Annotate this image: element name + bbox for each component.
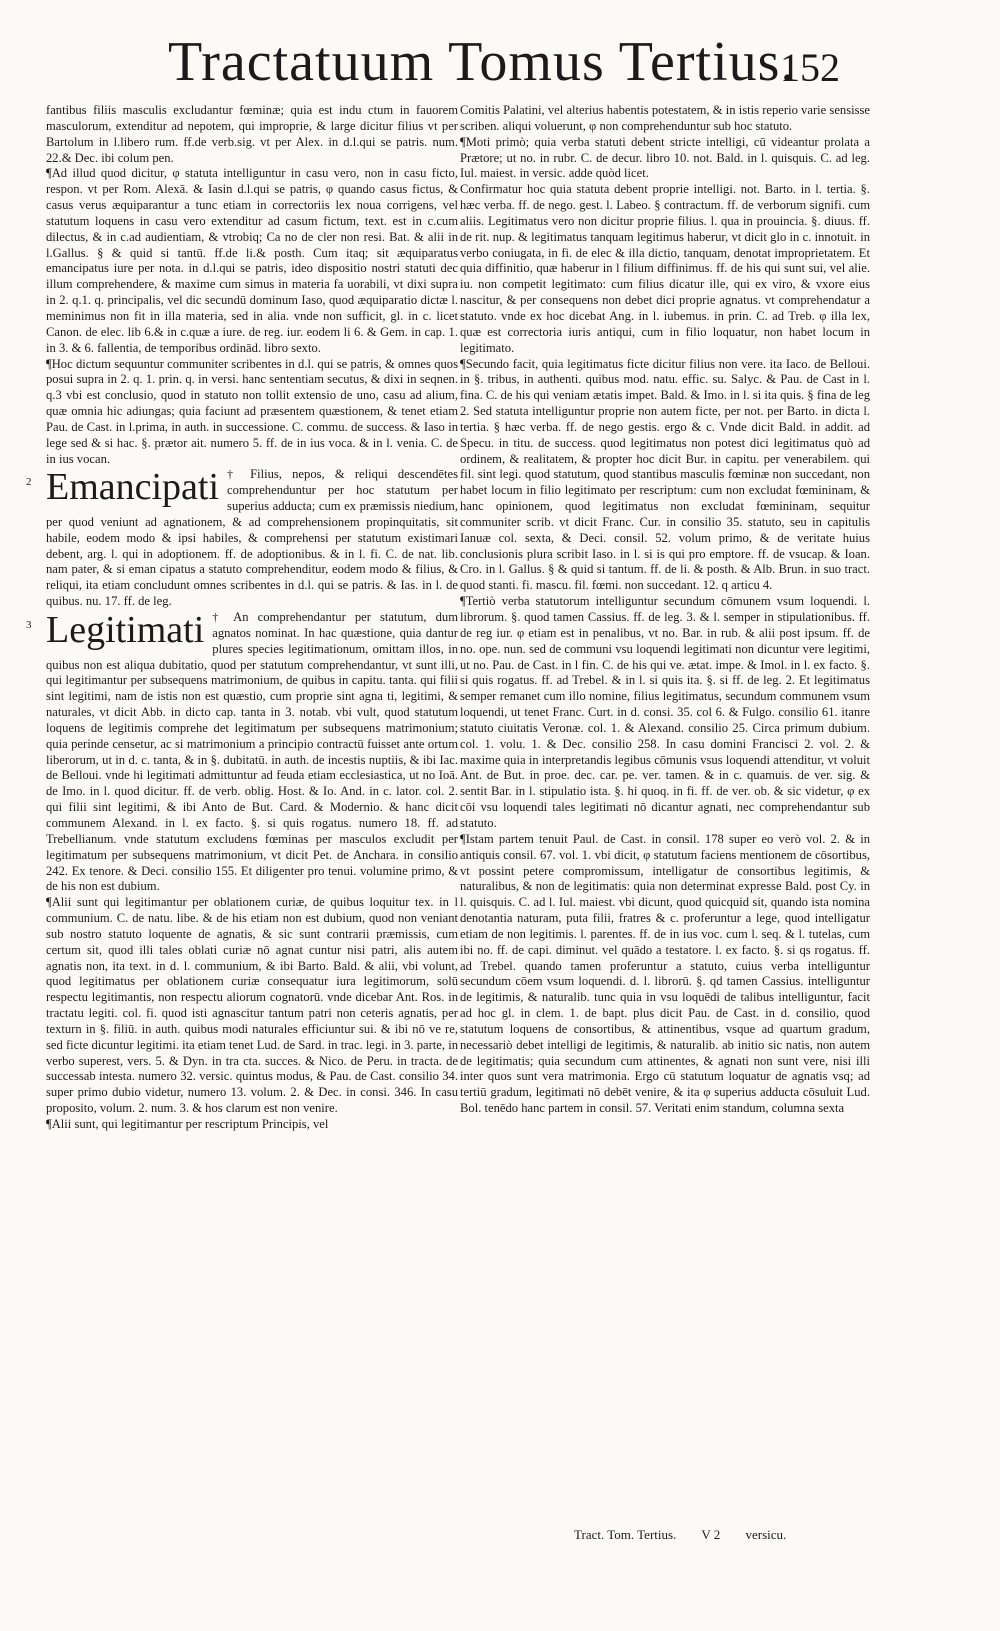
emancipati-text: Filius, nepos, & reliqui descendētes comprehenduntur per hoc statutum per superius adducta; cum ex præmissis niedium, per quod veniunt ad agnationem, & ad comprehensionem propinquitatis, sit habile, eodem modo & ipsi habiles, & comprehensi per statutum existimari debent, arg. l. qui in adoptionem. ff. de adoptionibus. & in l. fi. C. de nat. lib. nam pater, & si eman cipatus a statuto comprehenditur, eodem modo & filius, & reliqui, ita etiam concludunt omnes scribentes in d.l. qui se patris. & Ias. in l. de quibus. nu. 17. ff. de leg. xyxy=(46,467,459,609)
heading-legitimati: Legitimati xyxy=(46,609,205,651)
running-title: Tractatuum Tomus Tertius. xyxy=(168,31,796,93)
left-paragraph-1: fantibus filiis masculis excludantur fœminæ; quia est indu ctum in fauorem masculorum, extenditur ad nepotem, qui improprie, & large dicitur filius vt per Bartolum in l.libero rum. ff.de verb.sig. vt per Alex. in d.l.qui se patris. num. 22.& Dec. ibi colum pen. xyxy=(46,103,458,165)
dagger-mark: † xyxy=(227,467,251,482)
signature-line: Tract. Tom. Tertius. xyxy=(574,1527,677,1542)
entry-emancipati xyxy=(26,466,459,610)
legitimati-text: An comprehendantur per statutum, dum agnatos nominat. In hac quæstione, quia dantur plures species legitimationum, omittam illos, in quibus non est aliqua dubitatio, quod per statutum comprehendantur, vt sunt illi, qui legitimantur per subsequens matrimonium, de quibus in capitu. tanta. qui filii sint legitimi, nam de istis non est quæstio, cum proprie sint agna ti, legitimi, & naturales, vt dicit Abb. in dicto cap. tanta in 3. notab. vbi vult, quod statutum loquens de legitimis comprehe det legitimatum per subsequens matrimonium; quia perinde censetur, ac si matrimonium a principio contractū fuisset ante ortum liberorum, ut in d. c. tanta, & in §. dubitatū. in auth. de incestis nuptiis, & ibi Iac. de Belloui. vnde hi legitimati admittuntur ad feuda etiam ecclesiastica, ut no Ioā. de Imo. in l. quod dicitur. ff. de verb. oblig. Host. & Io. And. in c. lator. col. 2. qui filii sint legitimi, & ibi Anto de But. Card. & Modernio. & hanc dicit communem Alexand. in l. ex facto. §. si quis rogatus. numero 18. ff. ad Trebellianum. vnde statutum excludens fœminas per masculos excludit per legitimatum per subsequens matrimonium, vt dicit Pet. de Anchara. in consilio 242. Ex tenore. & Deci. consilio 155. Et diligenter pro tenui. volumine primo, & de his non est dubium. xyxy=(46,610,459,894)
section-marker: 2 xyxy=(26,476,32,489)
page-footer xyxy=(574,1527,808,1543)
page-header xyxy=(0,0,1000,100)
left-paragraph-5: ¶Alii sunt, qui legitimantur per rescriptum Principis, vel xyxy=(46,1117,329,1131)
left-paragraph-3: ¶Hoc dictum sequuntur communiter scribentes in d.l. qui se patris, & omnes quos posui supra in 2. q. 1. prin. q. in versi. hanc sententiam secutus, & dixi in seqnen. q.3 vbi est conclusio, quod in statuto non tollit extensio de uno, casu ad alium, quæ omnia hic adiungas; quia faciunt ad præsentem quæstionem, & tenet etiam Pau. de Cast. in l.prima, in auth. in successione. C. commu. de success. & Iaso in lege sed & si hac. §. prætor ait. numero 5. ff. de in ius voca. & in l. venia. C. de in ius vocan. xyxy=(46,356,458,466)
right-paragraph-1: Comitis Palatini, vel alterius habentis potestatem, & in istis reperio varie sensisse scriben. aliqui voluerunt, φ non comprehenduntur sub hoc statuto. xyxy=(460,103,870,133)
right-paragraph-5: ¶Tertiò verba statutorum intelliguntur secundum cōmunem vsum loquendi. l. librorum. §. quod tamen Cassius. ff. de leg. 3. & l. semper in stipulationibus. ff. de reg iur. φ etiam est in penalibus, vt no. Bar. in rub. & alii post ipsum. ff. de no. ope. nun. sed de communi vsu loquendi legitimati non dicuntur vere legitimi, ut no. Pau. de Cast. in l fin. C. de his qui ve. ætat. impe. & Imol. in l. ex facto. §. si quis rogatus. ff. ad Trebel. & in l. si quis ita. §. si ff. de leg. 2. Et legitimatus semper remanet cum illo nomine, filius legitimatus, secundum communem vsum loquendi, ut tenet Franc. Curt. in d. consi. 35. col 6. & Fulgo. consilio 61. itanre statuto ciuitatis Veronæ. col. 1. & Alexand. consilio 25. Circa primum dubium. col. 1. volu. 1. & Dec. consilio 258. In casu domini Francisci 2. vol. 2. & maxime quia in interpretandis legibus cōmunis vsus loquendi attenditur, vt voluit Ant. de But. in proe. dec. car. pe. ver. tamen. & in c. quamuis. de ver. sig. & sentit Bar. in l. stipulatio ista. §. hi quoq. in fi. ff. de ver. ob. & sic videtur, φ ex cōi vsu loquendi tales legitimati nō dicantur agnati, nec comprehendantur sub statuto. xyxy=(460,594,870,830)
entry-legitimati xyxy=(26,609,459,895)
dagger-mark: † xyxy=(212,610,234,624)
right-paragraph-2: ¶Moti primò; quia verba statuti debent stricte intelligi, cū videantur prolata a Prætore; ut no. in rubr. C. de decur. libro 10. not. Bald. in l. quisquis. C. ad leg. Iul. maiest. in versic. adde quòd licet. xyxy=(460,134,870,181)
catchword: versicu. xyxy=(745,1527,787,1542)
section-marker: 3 xyxy=(26,619,32,631)
right-paragraph-4: ¶Secundo facit, quia legitimatus ficte dicitur filius non vere. ita Iaco. de Belloui. in §. tribus, in authenti. quibus mod. natu. effic. su. Salyc. & Pau. de Cast in l. fina. C. de his qui veniam ætatis impet. Bald. & Imo. in l. si ita quis. § fina de leg 2. Sed statuta intelliguntur proprie non autem ficte, per not. per Barto. in dicta l. tertia. § hæc verba. ff. de nego gestis. ergo & c. Vnde dicit Bald. in addit. ad Specu. in titu. de success. quod legitimatus non potest dici legitimatus quò ad ordinem, & realitatem, & propter hoc dicit Bur. in capitu. per venerabilem. qui fil. sint legi. quod statutum, quod stantibus masculis fœminæ non succedant, non habet locum in filio legitimato per rescriptum: cum non excludat fœmininam, & hanc opinionem, quod legitimatus non excludat fœmininam, sequitur communiter scrib. vt dicit Franc. Cur. in consilio 35. statuto, seu in capitulis Ianuæ col. sexta, & Deci. consil. 52. volum primo, & de veritate huius conclusionis plura scribit Iaso. in l. si is qui pro emptore. ff. de vsucap. & Ioan. Cro. in l. Gallus. § & quid si tantum. ff. de li. & posth. & Alb. Brun. in suo tract. quod stanti. fi. mascu. fil. fœmi. non succedant. 12. q articu 4. xyxy=(460,356,870,593)
gathering-mark: V 2 xyxy=(701,1527,721,1542)
right-column xyxy=(460,103,870,1117)
heading-emancipati: Emancipati xyxy=(46,466,220,509)
page-number: 152 xyxy=(780,45,840,90)
right-paragraph-6: ¶Istam partem tenuit Paul. de Cast. in consil. 178 super eo verò vol. 2. & in antiquis consil. 67. vol. 1. vbi dicit, φ statutum faciens mentionem de cōsortibus, vt possint petere compromissum, intelligatur de consortibus legitimis, & naturalibus, & non de legitimatis: quia non determinat expresse Bald. post Cy. in l. quisquis. C. ad l. Iul. maiest. vbi dicunt, quod quicquid sit, quando ista nomina denotantia naturam, puta filii, fratres & c. proferuntur a lege, quod intelligatur etiam de non legitimis. l. parentes. ff. de in ius voc. cum l. seq. & l. tutelas, cum ibi no. ff. de capi. diminut. vel quādo a testatore. l. ex facto. §. si qs rogatus. ff. ad Trebel. quando tamen proferuntur a statuto, cuius verba intelliguntur secundum cōem vsum loquendi. d. l. librorū. §. qd tamen Cassius. intelliguntur de legitimis, & naturalib. tunc quia in vsu loquēdi de talibus intelliguntur, facit ad hoc gl. in clem. 1. de bapt. plus dicit Pau. de Cast. in d. consilio, quod statutum loquens de consortibus, & attinentibus, vsque ad quartum gradum, necessariò debet intelligi de legitimis, & naturalib. ab initio sic natis, non autem de legitimatis; quia secundum cum attinentes, & agnati non sunt vere, nisi illi inter quos sunt vera matrimonia. Ergo cū statutum loquatur de agnatis vsq; ad tertiū gradum, legitimati nō debēt venire, & ita φ superius adducta cōsuluit Lud. Bol. tenēdo hanc partem in consil. 57. Veritati enim standum, columna sexta xyxy=(460,831,870,1116)
right-paragraph-3: Confirmatur hoc quia statuta debent proprie intelligi. not. Barto. in l. tertia. §. hæc verba. ff. de nego. gest. l. Labeo. § contractum. ff. de verborum signifi. cum aliis. Legitimatus vero non dicitur proprie filius. l. qua in prouincia. §. diuus. ff. de rit. nup. & legitimatus tanquam legitimus haberur, vt dicit glo in c. innotuit. in verbo coniugata, in fi. de elec & illa dictio, tanquam, denotat improprietatem. Et quia diffinitio, quæ haberur in l filium diffinimus. ff. de his qui sunt sui, vel alie. iu. non competit legitimato: cum filius dicatur ille, qui ex viro, & vxore eius nascitur, & per consequens non debet dici proprie agnatus. vt comprehendatur a statuto. vnde ex hoc dicebat Ang. in l. iubemus. in prin. C. ad Treb. φ illa lex, quæ est correctoria iuris antiqui, cum in filio loquatur, non habet locum in legitimato. xyxy=(460,182,870,355)
left-column xyxy=(26,103,459,1133)
left-paragraph-2: ¶Ad illud quod dicitur, φ statuta intelliguntur in casu vero, non in casu ficto, respon. vt per Rom. Alexā. & Iasin d.l.qui se patris, φ quando casus fictus, & casus verus æquiparantur a tunc etiam in correctoriis lex noua corrigens, vel statutum loquens in casu vero extenditur ad casum fictum, text. est in c.cum dilectus, & in c.ad audientiam, & vtrobiq; Ca no de cler non resi. Bat. & alii in l.Gallus. § & quid si tantū. ff.de li.& posth. Cum itaq; sit æquiparatus emancipatus iure per nota. in d.l.qui se patris, ideo dispositio nostri statuti dec illum comprehendere, & maxime cum simus in materia fa uorabili, vt dixi supra in 2. q.1. q. principalis, vel dic secundū dominum Iaso, quod æquiparatio dictæ l. meminimus non fit in illa materia, sed in alia. vnde non sufficit, gl. in c. licet Canon. de elec. lib 6.& in c.quæ a iure. de reg. iur. eodem li 6. & Gem. in cap. 1. in 3. & 6. fallentia, de temporibus ordinād. libro sexto. xyxy=(46,166,458,355)
left-paragraph-4: ¶Alii sunt qui legitimantur per oblationem curiæ, de quibus loquitur tex. in l communium. C. de natu. libe. & de his etiam non est dubium, quod non veniant sub nostro statuto loquente de agnatis, & sic sunt contrarii præmissis, cum certum sit, quod illi tales oblati curiæ nō agnat cuntur nisi patri, alis autem agnatis non, ita text. in d. l. communium, & ibi Barto. Bald. & alii, vbi volunt, quod legitimatus per oblationem curiæ consequatur iura legitimorum, solū respectu legitimantis, non respectu aliorum cognatorū. vnde dicebar Ant. Ros. in tractatu legiti. col. fi. quod isti agnascitur tantum patri non ceteris agnatis, per texturn in §. filiū. in auth. quibus modi naturales efficiuntur sui. & ibi nō ve re, sed ficte dicuntur legitimi. ita etiam tenet Lud. de Sard. in trac. legi. in 3. parte, in verbo superest, vers. 5. & Dyn. in tra cta. succes. & Nico. de Peru. in tracta. de successab intesta. numero 32. versic. quintus modus, & Pau. de Cast. consilio 34. super primo dubio videtur, numero 13. volum. 2. & Dec. in consi. 346. In casu proposito, volum. 2. num. 3. & hos clarum est non venire. xyxy=(46,895,458,1116)
